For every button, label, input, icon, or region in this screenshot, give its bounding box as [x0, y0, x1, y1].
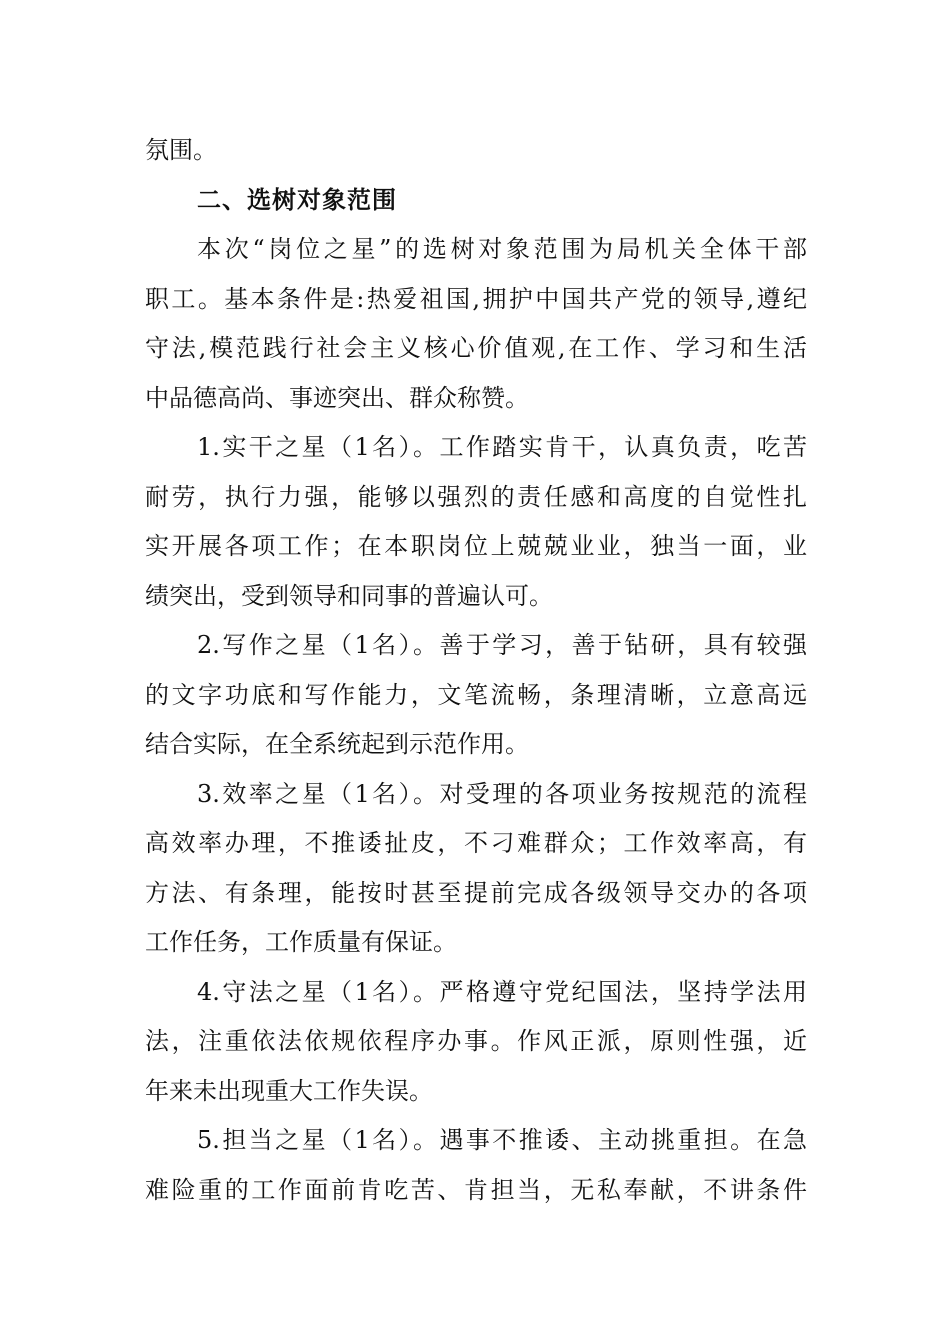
paragraph-line: 5.担当之星（1名）。遇事不推诿、主动挑重担。在急 — [197, 1126, 807, 1154]
paragraph-line: 工作任务，工作质量有保证。 — [145, 928, 457, 956]
paragraph-line: 职工。基本条件是:热爱祖国,拥护中国共产党的领导,遵纪 — [145, 284, 807, 313]
paragraph-line: 的文字功底和写作能力，文笔流畅，条理清晰，立意高远 — [145, 680, 807, 709]
paragraph-line: 实开展各项工作；在本职岗位上兢兢业业，独当一面，业 — [145, 532, 807, 560]
section-heading: 二、选树对象范围 — [197, 185, 397, 214]
paragraph-line: 4.守法之星（1名）。严格遵守党纪国法，坚持学法用 — [197, 977, 807, 1006]
paragraph-line: 绩突出，受到领导和同事的普遍认可。 — [145, 581, 553, 610]
paragraph-line: 守法,模范践行社会主义核心价值观,在工作、学习和生活 — [145, 334, 807, 362]
paragraph-line: 方法、有条理，能按时甚至提前完成各级领导交办的各项 — [145, 878, 807, 907]
paragraph-line: 2.写作之星（1名）。善于学习，善于钻研，具有较强 — [197, 631, 807, 659]
paragraph-line: 3.效率之星（1名）。对受理的各项业务按规范的流程 — [197, 779, 807, 808]
paragraph-line: 1.实干之星（1名）。工作踏实肯干，认真负责，吃苦 — [197, 433, 807, 461]
paragraph-line: 本次“岗位之星”的选树对象范围为局机关全体干部 — [197, 235, 807, 263]
paragraph-line: 年来未出现重大工作失误。 — [145, 1076, 433, 1105]
paragraph-line: 结合实际，在全系统起到示范作用。 — [145, 730, 529, 758]
paragraph-line: 法，注重依法依规依程序办事。作风正派，原则性强，近 — [145, 1027, 807, 1055]
paragraph-line: 氛围。 — [145, 136, 217, 164]
paragraph-line: 中品德高尚、事迹突出、群众称赞。 — [145, 383, 529, 412]
paragraph-line: 难险重的工作面前肯吃苦、肯担当，无私奉献，不讲条件 — [145, 1175, 807, 1204]
document-body — [145, 126, 807, 1215]
paragraph-line: 高效率办理，不推诿扯皮，不刁难群众；工作效率高，有 — [145, 829, 807, 857]
paragraph-line: 耐劳，执行力强，能够以强烈的责任感和高度的自觉性扎 — [145, 482, 807, 511]
